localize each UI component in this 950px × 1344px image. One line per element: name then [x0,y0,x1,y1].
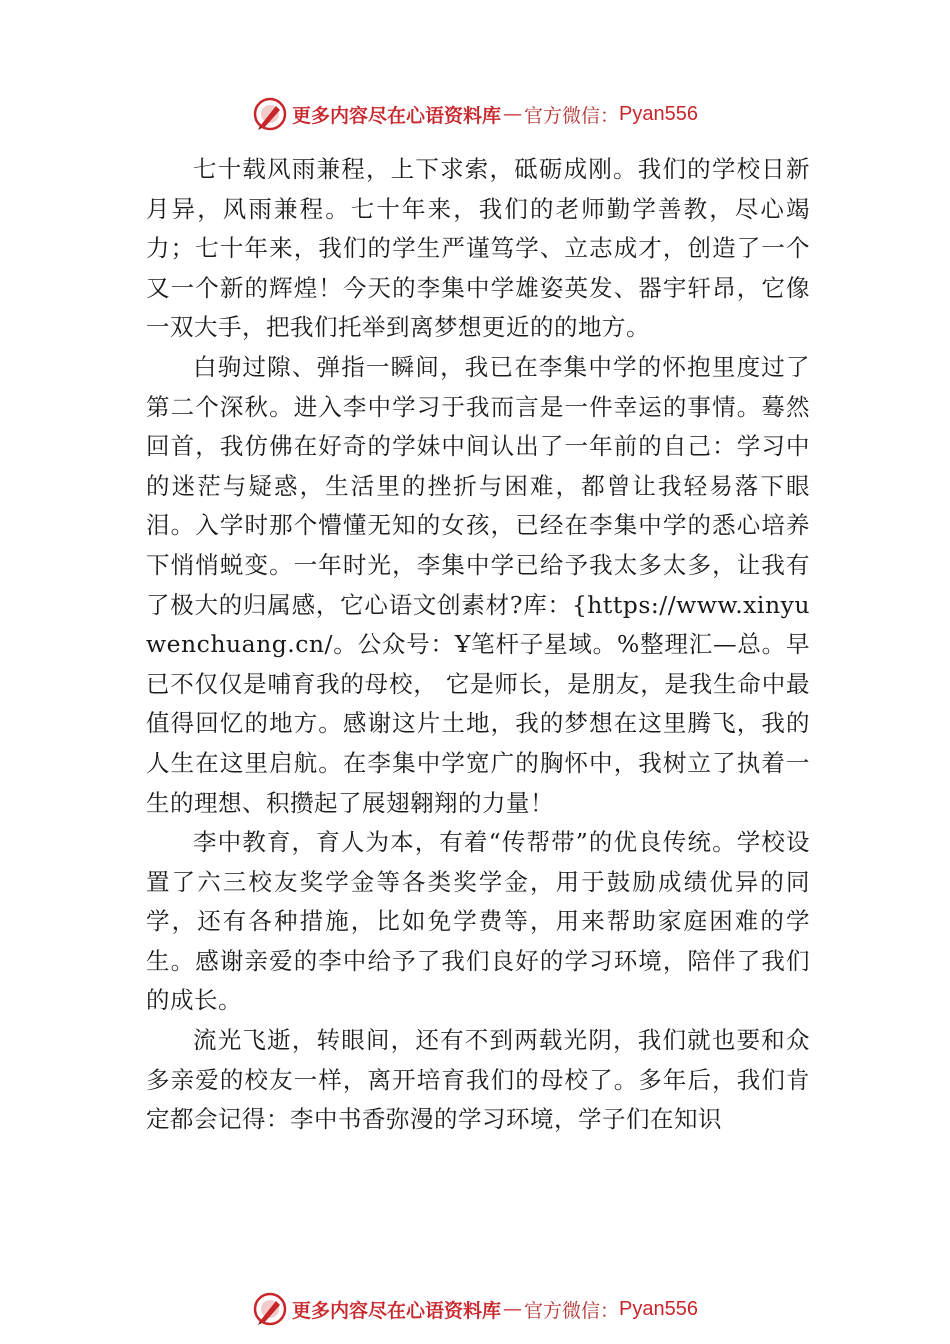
pen-nib-logo-icon [252,96,288,132]
banner-separator: — [503,103,523,125]
article-body [146,150,810,1140]
footer-banner [0,1289,950,1329]
wechat-label: 官方微信： [524,104,620,127]
wechat-id: Pyan556 [619,102,698,125]
wechat-label: 官方微信： [524,1299,620,1322]
wechat-id: Pyan556 [619,1297,698,1320]
paragraph-1: 七十载风雨兼程，上下求索，砥砺成刚。我们的学校日新月异，风雨兼程。七十年来，我们的老师勤学善教，尽心竭力；七十年来，我们的学生严谨笃学、立志成才，创造了一个又一个新的辉煌！今天的李集中学雄姿英发、器宇轩昂，它像一双大手，把我们托举到离梦想更近的的地方。 [146,155,810,342]
paragraph-2: 白驹过隙、弹指一瞬间，我已在李集中学的怀抱里度过了第二个深秋。进入李中学习于我而言是一件幸运的事情。蓦然回首，我仿佛在好奇的学妹中间认出了一年前的自己：学习中的迷茫与疑惑，生活里的挫折与困难，都曾让我轻易落下眼泪。入学时那个懵懂无知的女孩，已经在李集中学的悉心培养下悄悄蜕变。一年时光，李集中学已给予我太多太多，让我有了极大的归属感，它心语文创素材?库：{https://www.xinyuwenchuang.cn/。公众号：Ұ笔杆子星域。%整理汇—总。早已不仅仅是哺育我的母校， 它是师长，是朋友，是我生命中最值得回忆的地方。感谢这片土地，我的梦想在这里腾飞，我的人生在这里启航。在李集中学宽广的胸怀中，我树立了执着一生的理想、积攒起了展翅翱翔的力量！ [146,352,810,817]
paragraph-3: 李中教育，育人为本，有着“传帮带”的优良传统。学校设置了六三校友奖学金等各类奖学金，用于鼓励成绩优异的同学，还有各种措施，比如免学费等，用来帮助家庭困难的学生。感谢亲爱的李中给予了我们良好的学习环境，陪伴了我们的成长。 [146,828,810,1015]
brand-text: 更多内容尽在心语资料库 [292,1299,502,1322]
banner-separator: — [503,1298,523,1320]
pen-nib-logo-icon [252,1291,288,1327]
header-banner [0,94,950,134]
paragraph-4: 流光飞逝，转眼间，还有不到两载光阴，我们就也要和众多亲爱的校友一样，离开培育我们的母校了。多年后，我们肯定都会记得：李中书香弥漫的学习环境，学子们在知识 [146,1026,810,1134]
brand-text: 更多内容尽在心语资料库 [292,104,502,127]
